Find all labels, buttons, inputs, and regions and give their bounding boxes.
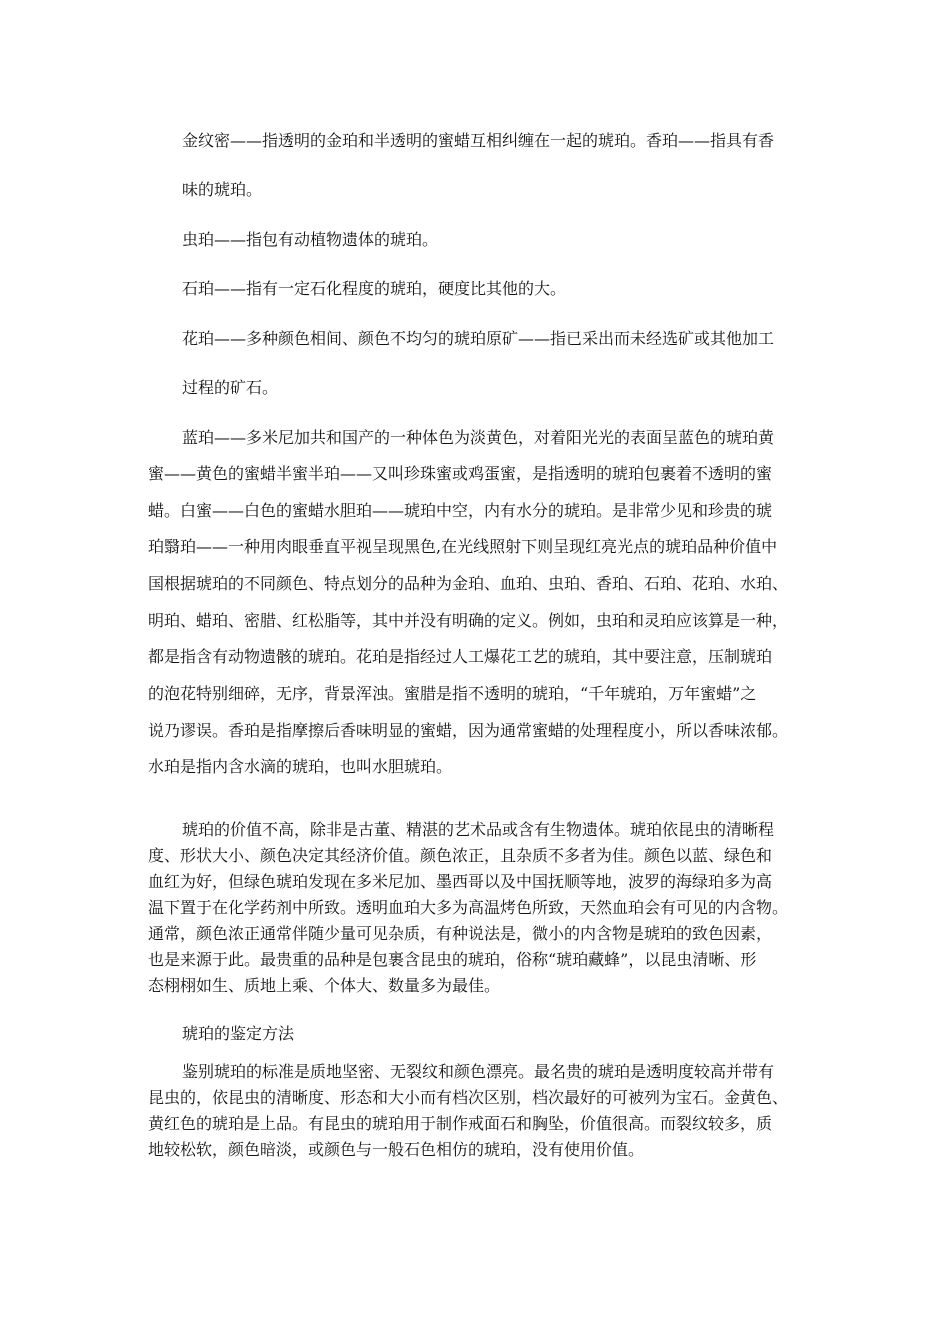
text-line: 地较松软，颜色暗淡，或颜色与一般石色相仿的琥珀，没有使用价值。 [148, 1140, 645, 1159]
text-line: 血红为好，但绿色琥珀发现在多米尼加、墨西哥以及中国抚顺等地，波罗的海绿珀多为高 [148, 872, 773, 891]
text-line: 虫珀——指包有动植物遗体的琥珀。 [182, 230, 439, 249]
text-line: 黄红色的琥珀是上品。有昆虫的琥珀用于制作戒面石和胸坠，价值很高。而裂纹较多，质 [148, 1114, 773, 1133]
text-line: 度、形状大小、颜色决定其经济价值。颜色浓正，且杂质不多者为佳。颜色以蓝、绿色和 [148, 846, 773, 865]
text-line: 温下置于在化学药剂中所致。透明血珀大多为高温烤色所致，天然血珀会有可见的内含物。 [148, 898, 789, 917]
text-line: 国根据琥珀的不同颜色、特点划分的品种为金珀、血珀、虫珀、香珀、石珀、花珀、水珀、 [148, 574, 789, 593]
text-line: 鉴别琥珀的标准是质地坚密、无裂纹和颜色漂亮。最名贵的琥珀是透明度较高并带有 [182, 1062, 775, 1081]
text-line: 花珀——多种颜色相间、颜色不均匀的琥珀原矿——指已采出而未经选矿或其他加工 [182, 329, 775, 348]
text-line: 态栩栩如生、质地上乘、个体大、数量多为最佳。 [148, 976, 501, 995]
text-line: 蜡。白蜜——白色的蜜蜡水胆珀——琥珀中空，内有水分的琥珀。是非常少见和珍贵的琥 [148, 501, 773, 520]
text-line: 味的琥珀。 [182, 180, 263, 199]
text-line: 都是指含有动物遗骸的琥珀。花珀是指经过人工爆花工艺的琥珀，其中要注意，压制琥珀 [148, 647, 773, 666]
text-line: 蜜——黄色的蜜蜡半蜜半珀——又叫珍珠蜜或鸡蛋蜜，是指透明的琥珀包裹着不透明的蜜 [148, 464, 773, 483]
text-line: 石珀——指有一定石化程度的琥珀，硬度比其他的大。 [182, 279, 567, 298]
text-line: 的泡花特别细碎，无序，背景浑浊。蜜腊是指不透明的琥珀，“千年琥珀，万年蜜蜡”之 [148, 684, 757, 703]
text-line: 也是来源于此。最贵重的品种是包裹含昆虫的琥珀，俗称“琥珀藏蜂”，以昆虫清晰、形 [148, 950, 757, 969]
text-line: 珀翳珀——一种用肉眼垂直平视呈现黑色,在光线照射下则呈现红亮光点的琥珀品种价值中 [148, 537, 778, 556]
text-line: 金纹密——指透明的金珀和半透明的蜜蜡互相纠缠在一起的琥珀。香珀——指具有香 [182, 131, 775, 150]
text-line: 说乃谬误。香珀是指摩擦后香味明显的蜜蜡，因为通常蜜蜡的处理程度小，所以香味浓郁。 [148, 721, 789, 740]
section-heading: 琥珀的鉴定方法 [182, 1024, 295, 1043]
text-line: 琥珀的价值不高，除非是古董、精湛的艺术品或含有生物遗体。琥珀依昆虫的清晰程 [182, 820, 775, 839]
text-line: 过程的矿石。 [182, 378, 279, 397]
text-line: 昆虫的，依昆虫的清晰度、形态和大小而有档次区别，档次最好的可被列为宝石。金黄色、 [148, 1088, 789, 1107]
text-line: 水珀是指内含水滴的琥珀，也叫水胆琥珀。 [148, 757, 453, 776]
text-line: 通常，颜色浓正通常伴随少量可见杂质，有种说法是，微小的内含物是琥珀的致色因素， [148, 924, 773, 943]
text-line: 明珀、蜡珀、密腊、红松脂等，其中并没有明确的定义。例如，虫珀和灵珀应该算是一种， [148, 611, 789, 630]
text-line: 蓝珀——多米尼加共和国产的一种体色为淡黄色，对着阳光光的表面呈蓝色的琥珀黄 [182, 428, 775, 447]
